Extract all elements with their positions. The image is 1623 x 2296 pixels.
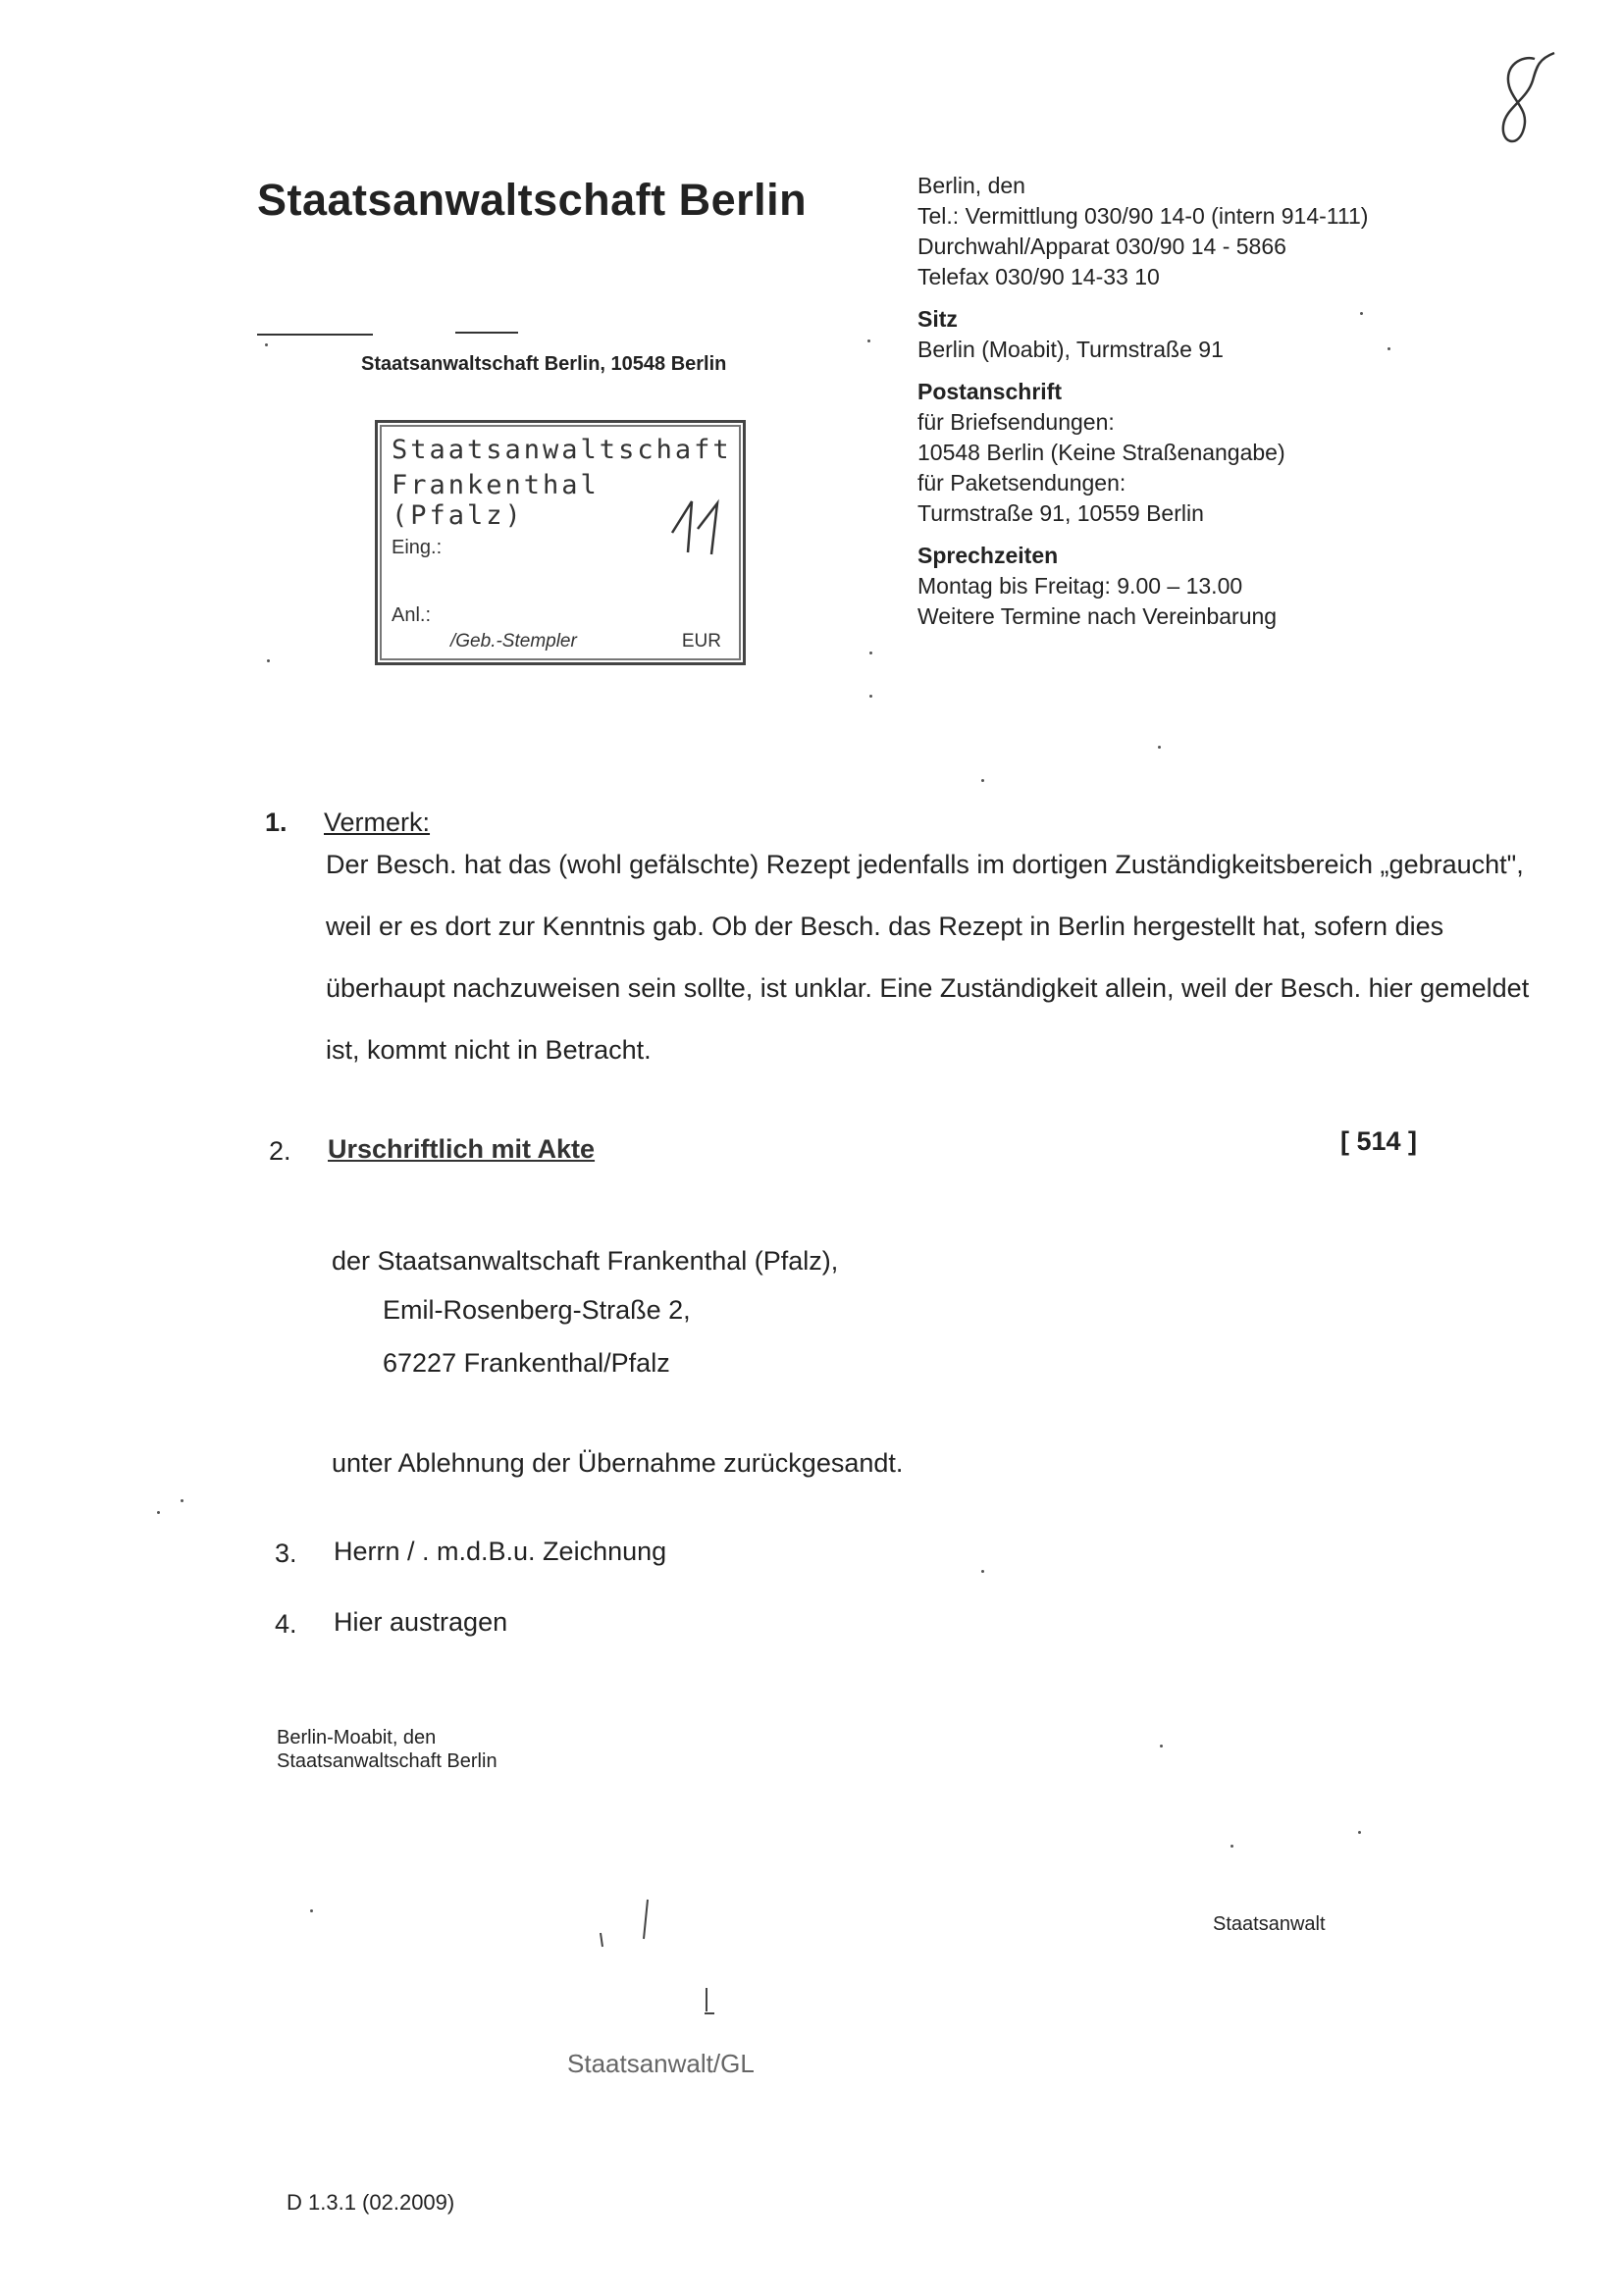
letters-label: für Briefsendungen: bbox=[917, 409, 1115, 435]
divider-line bbox=[455, 332, 518, 334]
letters-address: 10548 Berlin (Keine Straßenangabe) bbox=[917, 440, 1285, 465]
parcels-label: für Paketsendungen: bbox=[917, 470, 1126, 496]
scan-speck bbox=[1387, 347, 1390, 350]
sender-line: Staatsanwaltschaft Berlin, 10548 Berlin bbox=[361, 353, 727, 375]
form-code: D 1.3.1 (02.2009) bbox=[287, 2190, 455, 2215]
scan-speck bbox=[1360, 312, 1363, 315]
scan-speck bbox=[867, 339, 870, 342]
hours-note: Weitere Termine nach Vereinbarung bbox=[917, 603, 1278, 629]
scan-speck bbox=[1230, 1845, 1233, 1848]
recipient-name: der Staatsanwaltschaft Frankenthal (Pfalz), bbox=[332, 1246, 839, 1276]
recipient-city: 67227 Frankenthal/Pfalz bbox=[383, 1348, 670, 1378]
recipient-street: Emil-Rosenberg-Straße 2, bbox=[383, 1295, 691, 1325]
scan-speck bbox=[267, 659, 270, 662]
scan-speck bbox=[181, 1499, 183, 1502]
scan-speck bbox=[869, 652, 872, 654]
scan-speck bbox=[157, 1511, 160, 1514]
scan-speck bbox=[1158, 746, 1161, 749]
item-number: 4. bbox=[275, 1609, 297, 1639]
scan-speck bbox=[1160, 1745, 1163, 1748]
stamp-agency-line2: Frankenthal (Pfalz) bbox=[392, 470, 600, 531]
stamp-currency: EUR bbox=[681, 631, 721, 652]
scan-speck bbox=[1358, 1831, 1361, 1834]
file-code: [ 514 ] bbox=[1340, 1126, 1418, 1156]
scan-speck bbox=[310, 1909, 313, 1912]
signature-title-gl: Staatsanwalt/GL bbox=[567, 2049, 755, 2078]
scan-speck bbox=[265, 343, 268, 346]
city-date: Berlin, den bbox=[917, 173, 1025, 198]
item3-text: Herrn / . m.d.B.u. Zeichnung bbox=[334, 1537, 667, 1566]
footer-office: Staatsanwaltschaft Berlin bbox=[277, 1750, 497, 1772]
signature-mark bbox=[589, 1894, 667, 1953]
receipt-stamp bbox=[375, 420, 746, 665]
note-heading: Vermerk: bbox=[324, 808, 431, 837]
stamp-anl-label: Anl.: bbox=[392, 604, 432, 626]
phone-direct: Durchwahl/Apparat 030/90 14 - 5866 bbox=[917, 234, 1286, 259]
return-note: unter Ablehnung der Übernahme zurückgesandt. bbox=[332, 1448, 904, 1478]
parcels-address: Turmstraße 91, 10559 Berlin bbox=[917, 500, 1204, 526]
contact-block bbox=[917, 171, 1368, 632]
scan-speck bbox=[981, 1570, 984, 1573]
stamp-agency-line1: Staatsanwaltschaft bbox=[392, 435, 732, 465]
stamp-eing-label: Eing.: bbox=[392, 537, 443, 558]
postal-heading: Postanschrift bbox=[917, 379, 1062, 404]
hours: Montag bis Freitag: 9.00 – 13.00 bbox=[917, 573, 1243, 599]
handwritten-page-mark bbox=[1484, 47, 1562, 155]
divider-line bbox=[257, 334, 373, 336]
item4-text: Hier austragen bbox=[334, 1607, 508, 1637]
phone-main: Tel.: Vermittlung 030/90 14-0 (intern 914-111) bbox=[917, 203, 1369, 229]
item-number: 3. bbox=[275, 1539, 297, 1568]
handwritten-initials bbox=[662, 494, 731, 562]
signature-mark bbox=[699, 1984, 718, 2023]
note-text: Der Besch. hat das (wohl gefälschte) Rezept jedenfalls im dortigen Zuständigkeitsbereich „gebraucht", weil er es dort zur Kenntnis gab. Ob der Besch. das Rezept in Berlin hergestellt hat, sofern dies überhaupt nachzuweisen sein sollte, ist unklar. Eine Zuständigkeit allein, weil der Besch. hier gemeldet ist, kommt nicht in Betracht. bbox=[326, 850, 1530, 1065]
item-number: 1. bbox=[265, 808, 288, 837]
item2-heading: Urschriftlich mit Akte bbox=[328, 1134, 596, 1164]
footer-place-date: Berlin-Moabit, den bbox=[277, 1727, 437, 1748]
agency-title: Staatsanwaltschaft Berlin bbox=[257, 175, 808, 225]
scan-speck bbox=[981, 779, 984, 782]
hours-heading: Sprechzeiten bbox=[917, 543, 1059, 568]
seat-address: Berlin (Moabit), Turmstraße 91 bbox=[917, 337, 1224, 362]
signature-title: Staatsanwalt bbox=[1213, 1913, 1326, 1935]
scan-speck bbox=[869, 695, 872, 698]
stamp-fee-label: /Geb.-Stempler bbox=[450, 631, 577, 652]
seat-heading: Sitz bbox=[917, 306, 958, 332]
item-number: 2. bbox=[269, 1136, 291, 1166]
fax: Telefax 030/90 14-33 10 bbox=[917, 264, 1160, 289]
